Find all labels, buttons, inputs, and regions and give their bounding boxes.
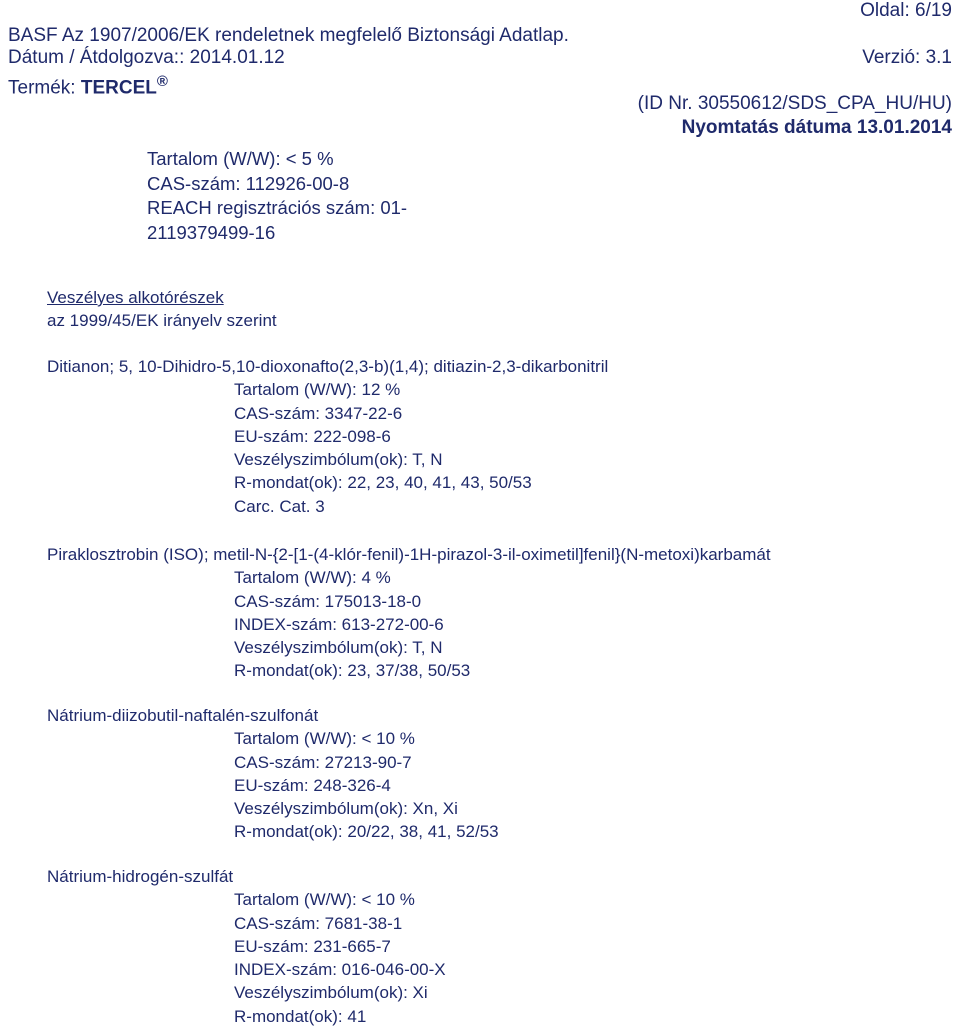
product-prefix: Termék: <box>8 77 81 99</box>
substance-detail: Veszélyszimbólum(ok): T, N <box>234 450 443 470</box>
substance-name: Nátrium-hidrogén-szulfát <box>47 867 234 886</box>
substance-detail: Veszélyszimbólum(ok): Xi <box>234 983 428 1003</box>
substance-name: Nátrium-diizobutil-naftalén-szulfonát <box>47 706 319 725</box>
substance-detail: R-mondat(ok): 22, 23, 40, 41, 43, 50/53 <box>234 473 532 493</box>
section-title: Veszélyes alkotórészek <box>47 288 224 307</box>
substance-detail: R-mondat(ok): 41 <box>234 1006 367 1026</box>
substance-detail: Veszélyszimbólum(ok): T, N <box>234 638 443 658</box>
substance-detail: Tartalom (W/W): < 10 % <box>234 729 415 749</box>
revision-date: Dátum / Átdolgozva:: 2014.01.12 <box>8 47 285 68</box>
section-subtitle: az 1999/45/EK irányelv szerint <box>47 311 277 331</box>
substance-name: Ditianon; 5, 10-Dihidro-5,10-dioxonafto(2,3-b)(1,4); ditiazin-2,3-dikarbonitril <box>47 357 609 376</box>
substance-detail: Carc. Cat. 3 <box>234 496 325 516</box>
detail-line: REACH regisztrációs szám: 01- <box>147 197 408 218</box>
detail-line: CAS-szám: 112926-00-8 <box>147 172 350 194</box>
substance-entry <box>47 543 771 683</box>
substance-entry <box>47 865 446 1028</box>
substance-detail: Veszélyszimbólum(ok): Xn, Xi <box>234 799 458 819</box>
document-id: (ID Nr. 30550612/SDS_CPA_HU/HU) <box>637 93 952 114</box>
substance-detail: EU-szám: 231-665-7 <box>234 936 391 956</box>
registered-mark: ® <box>156 73 168 90</box>
substance-detail: Tartalom (W/W): < 10 % <box>234 890 415 910</box>
substance-detail: INDEX-szám: 613-272-00-6 <box>234 614 444 634</box>
section-heading <box>47 286 277 333</box>
substance-entry <box>47 355 608 518</box>
previous-substance-details <box>147 147 407 245</box>
page-number: Oldal: 6/19 <box>860 0 952 21</box>
substance-name: Piraklosztrobin (ISO); metil-N-{2-[1-(4-klór-fenil)-1H-pirazol-3-il-oximetil]fenil}(N-metoxi)karbamát <box>47 545 771 564</box>
product-line <box>8 71 168 99</box>
substance-detail: R-mondat(ok): 20/22, 38, 41, 52/53 <box>234 822 499 842</box>
substance-entry <box>47 704 499 844</box>
print-date: Nyomtatás dátuma 13.01.2014 <box>681 117 952 138</box>
product-name: TERCEL <box>80 77 157 99</box>
detail-line: Tartalom (W/W): < 5 % <box>147 148 334 169</box>
detail-line: 2119379499-16 <box>147 221 276 243</box>
substance-detail: CAS-szám: 3347-22-6 <box>234 403 403 423</box>
document-title: BASF Az 1907/2006/EK rendeletnek megfelelő Biztonsági Adatlap. <box>8 25 569 46</box>
substance-detail: Tartalom (W/W): 4 % <box>234 568 391 588</box>
substance-detail: R-mondat(ok): 23, 37/38, 50/53 <box>234 661 471 681</box>
substance-detail: Tartalom (W/W): 12 % <box>234 380 401 400</box>
substance-detail: INDEX-szám: 016-046-00-X <box>234 960 446 980</box>
substance-detail: CAS-szám: 27213-90-7 <box>234 752 412 772</box>
substance-detail: CAS-szám: 175013-18-0 <box>234 591 422 611</box>
substance-detail: EU-szám: 248-326-4 <box>234 775 391 795</box>
version-label: Verzió: 3.1 <box>862 47 952 68</box>
substance-detail: EU-szám: 222-098-6 <box>234 426 391 446</box>
substance-detail: CAS-szám: 7681-38-1 <box>234 913 403 933</box>
